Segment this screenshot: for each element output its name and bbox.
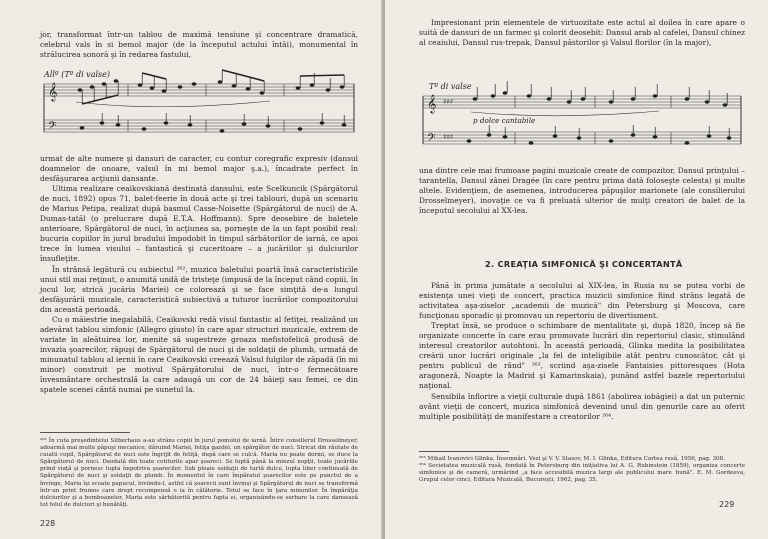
left-footnote: ²⁶² În cuta preşedintelui Silberhaus a-au strâns copiii în jurul pomului de iarnă. Între consilierul Drosselmeyer, adoarmă mai multe păpuşi mecanice, dăruind Mariei, fetiţa gazdei, un spărgător de nuci. Stricat din răutate de cuiatii copil, Spărgătorul de nuci este îngrijit de fetiţă, după care se culcă. Maria nu poate dormi, se duce la Spărgătorul de nuci. Deodată din toate cotiturile apar şoareci. Se luptă până la miezul nopţii, toate jucăriile prind viaţă şi pornesc lupta împotriva şoarecilor. Sub ploaie soldaţii de turtă dulce, lupta liber continuată de Spărgătorul de nuci şi soldaţii de plumb. În momentul în care împăratul şoarecilor este pe punctul de a învinge, Maria îşi scoate papucul, loviindu-l, astfel că şoarecii sunt învinşi şi Spărgătorul de nuci se transformă într-un print frumos care drept recompensă o ia în călătorie. Totul se face în ţara minunilor. În împărăţia dulciurilor şi a bomboanelor, Maria este sărbătorită pentru fapta ei, organizându-se serbare la care dansează tot felul de dulciuri şi bunătăţi. — [40, 438, 358, 508]
right-footnotes: ²⁶³ Mihail Ivanovici Glinka, Însemnări. Vezi şi V. V. Stasov, M. I. Glinka, Editura Cartea rusă, 1956, pag. 308. ²⁶⁴ Societatea muzicală rusă, fondată în Petersburg din iniţiativa lui A. G. Rubinstein (1859), organiza concerte simfonice şi de cameră, urmărind „a face accesibilă muzica largi ale publicului mare bună". E. M. Gordeeva, Grupul celor cinci, Editura Muzicală, Bucureşti, 1962, pag. 35. — [419, 456, 745, 484]
svg-text:♯♯♯: ♯♯♯ — [443, 98, 454, 106]
page-number-left: 228 — [40, 519, 56, 528]
left-body-text: urmat de alte numere şi dansuri de caracter, cu contur coregrafic expresiv (dansul doamnelor de onoare, valsul în mi bemol major ş.a.), încadrate perfect în desfăşurarea acţiunii dansante. Ultima realizare ceaikovskiană destinată dansului, este Scelkuncik (Spărgătorul de nuci, 1892) opus 71, balet-feerie în două acte şi trei tablouri, după un scenariu de Marius Petipa, realizat după basmul Casse-Noisette (Spărgătorul de nuci) de A. Dumas-tatăl (o prelucrare după E.T.A. Hoffmann). Spre deosebire de baletele anterioare, Spărgătorul de nuci, în acţiunea sa, porneşte de la un fapt posibil real: bucuria copiilor în jurul bradului împodobit în timpul sărbătorilor de iarnă, ce apoi trece în lumea visului – fantastică şi cuceritoare – a jucăriilor şi dulciurilor însufleţite. În strânsă legătură cu subiectul ²⁶², muzica baletului poartă însă caracteristicile unui stil mai reţinut, o anumită undă de tristeţe (impusă de la început când copiii, în jocul lor, strică jucăria Mariei) ce colorează şi se face simţită de-a lungul desfăşurării muzicale, caracteristică subiectivă a tuturor lucrărilor compozitorului din această perioadă. Cu o măiestrie inegalabilă, Ceaikovski redă visul fantastic al fetiţei, realizând un adevărat tablou simfonic (Allegro giusto) în care apar structuri muzicale, extrem de variate în aleătuirea lor, menite să sugestreze groaza mefistofelică produsă de invazia şoarecilor, răpuşi de Spărgătorul de nuci şi de soldaţii de plumb, urmată de minunatul tablou al iernii în care Ceaikovski creează Valsul fulgilor de zăpadă (în mi minor) construit pe motivul Spărgătorului de nuci, într-o fermecătoare învesmântare orchestrală la care adaugă un cor de 24 băieţi sau femei, ce din spatele scenei cântă numai pe sunetul la. — [40, 154, 358, 395]
left-page — [0, 0, 383, 539]
svg-text:𝄞: 𝄞 — [427, 94, 437, 113]
left-music-score — [40, 68, 358, 150]
svg-text:𝄢: 𝄢 — [427, 132, 436, 147]
section-heading: 2. CREAŢIA SIMFONICĂ ŞI CONCERTANTĂ — [485, 259, 683, 269]
right-section-text: Până în prima jumătate a secolului al XIX-lea, în Rusia nu se putea vorbi de existenţa unei vieţi de concert, practica muzicii simfonice fiind strâns legată de activitatea aşa-ziselor „academii de muzică" din Petersburg şi Moscova, care funcţionau sporadic şi promovau un repertoriu de divertisment. Treptat însă, se produce o schimbare de mentalitate şi, după 1820, încep să fie organizate concerte în care erau promovate lucrări din repertoriul clasic, stimulând interesul creatorilor autohtoni. În această perioadă, Glinka medita la posibilitatea creării unor lucrări originale „la fel de inteligibile atât pentru cunoscător, cât şi pentru publicul de rând" ²⁶³, scriind aşa-zisele Fantaisies pittoresques (Hota aragonezǎ, Noapte la Madrid şi Kamarinskaia), punând astfel bazele repertoriului naţional. Sensibila înflorire a vieţii culturale după 1861 (abolirea iobăgiei) a dat un puternic avânt vieţii de concert, muzica simfonică devenind unul din genurile care au oferit multiple posibilităţi de manifestare a creatorilor ²⁶⁴. — [419, 281, 745, 421]
svg-text:♯♯♯: ♯♯♯ — [443, 133, 454, 141]
right-page — [385, 0, 768, 539]
right-body-text: una dintre cele mai frumoase pagini muzicale create de compozitor, Dansul prinţului – tarantella, Dansul zânei Dragée (în care pentru prima dată foloseşte celesta) şi multe altele. Evidenţiem, de asemenea, introducerea păpuşilor marionete (ale consilierului Drosselmeyer), inovaţie ce va fi preluată ulterior de mulţi creatori de balet de la începutul secolului al XX-lea. — [419, 166, 745, 216]
right-music-score — [419, 80, 745, 160]
right-score-expression: p dolce cantabile — [473, 116, 536, 125]
right-footnote-rule — [419, 451, 509, 452]
left-footnote-rule — [40, 432, 130, 433]
right-intro-text: Impresionant prin elementele de virtuozitate este actul al doilea în care apare o suită de dansuri de un farmec şi colorit deosebit: Dansul arab al cafelei, Dansul chinez al ceaiului, Dansul rus-trepak, Dansul păstorilor şi Valsul florilor (în la major), — [419, 18, 745, 48]
left-score-label: Allº (Tº di valse) — [44, 70, 110, 79]
svg-text:𝄢: 𝄢 — [48, 120, 57, 135]
page-number-right: 229 — [719, 500, 735, 509]
svg-text:𝄞: 𝄞 — [48, 82, 58, 101]
left-intro-text: jor, transformat într-un tablou de maximă tensiune şi concentrare dramatică, celebrul vals în si bemol major (de la începutul actului întâi), monumental în strălucirea sonoră şi în redarea fastului, — [40, 30, 358, 60]
right-score-label: Tº di valse — [429, 82, 472, 91]
